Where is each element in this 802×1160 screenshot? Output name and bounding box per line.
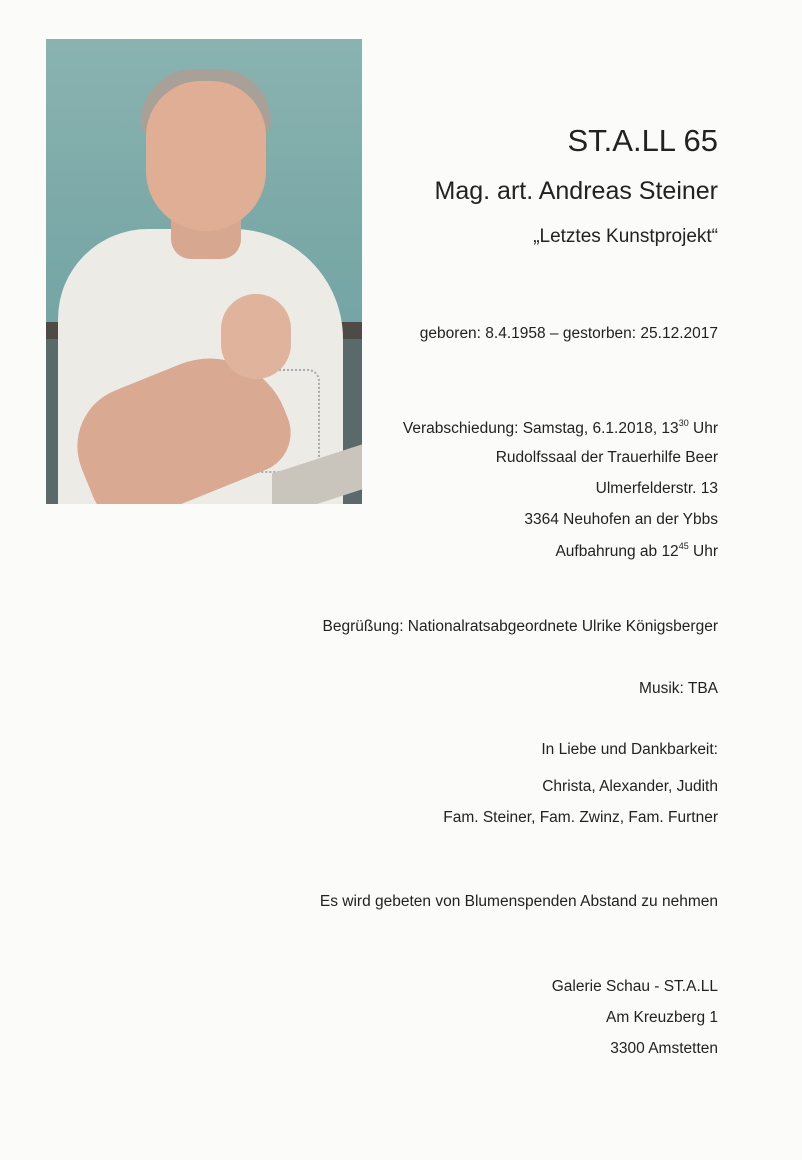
farewell-city: 3364 Neuhofen an der Ybbs xyxy=(524,511,718,528)
farewell-venue: Rudolfssaal der Trauerhilfe Beer xyxy=(495,449,718,466)
farewell-minutes: 30 xyxy=(678,418,689,428)
gallery-name: Galerie Schau - ST.A.LL xyxy=(551,978,718,995)
laying-out-minutes: 45 xyxy=(678,541,689,551)
farewell-street: Ulmerfelderstr. 13 xyxy=(595,480,718,497)
person-name: Mag. art. Andreas Steiner xyxy=(434,177,718,205)
laying-out-time xyxy=(555,541,718,561)
page-title: ST.A.LL 65 xyxy=(567,123,718,158)
laying-out-unit: Uhr xyxy=(688,543,718,560)
gallery-street: Am Kreuzberg 1 xyxy=(606,1009,718,1026)
project-title: „Letztes Kunstprojekt“ xyxy=(533,226,718,247)
farewell-date-text: Verabschiedung: Samstag, 6.1.2018, 13 xyxy=(402,420,679,437)
laying-out-text: Aufbahrung ab 12 xyxy=(555,543,679,560)
mourners-relatives: Fam. Steiner, Fam. Zwinz, Fam. Furtner xyxy=(443,809,718,826)
life-dates: geboren: 8.4.1958 – gestorben: 25.12.2017 xyxy=(419,325,718,342)
mourners-heading: In Liebe und Dankbarkeit: xyxy=(541,741,718,758)
farewell-date xyxy=(403,418,718,438)
greeting: Begrüßung: Nationalratsabgeordnete Ulrike Königsberger xyxy=(322,618,718,635)
music: Musik: TBA xyxy=(639,680,718,697)
gallery-city: 3300 Amstetten xyxy=(610,1040,718,1057)
mourners-family: Christa, Alexander, Judith xyxy=(542,778,718,795)
farewell-unit: Uhr xyxy=(688,420,718,437)
flower-request: Es wird gebeten von Blumenspenden Abstand zu nehmen xyxy=(319,893,718,910)
